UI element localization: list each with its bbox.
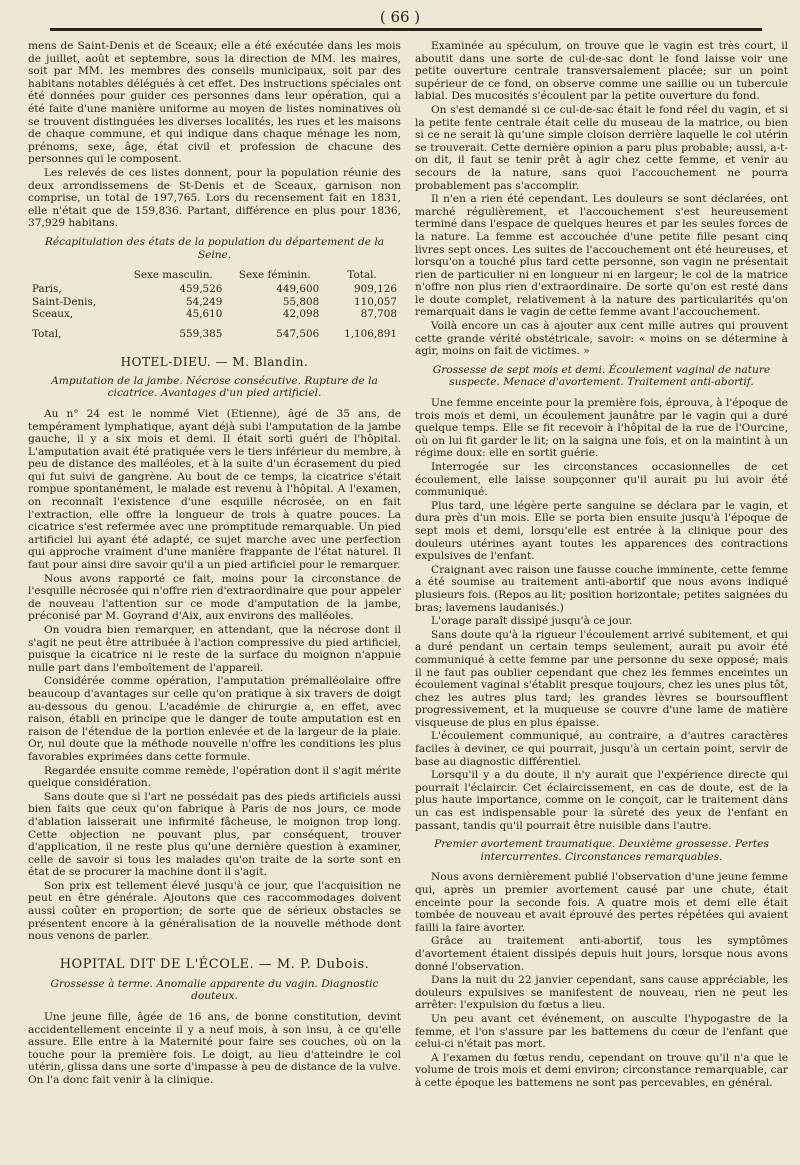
cell-male: 54,249 <box>186 295 223 308</box>
section-title: HOTEL-DIEU. — M. Blandin. <box>120 354 309 369</box>
paragraph: Dans la nuit du 22 janvier cependant, sans cause appréciable, les douleurs expulsives se manifestent de nouveau, rien ne peut les arrêter: l'expulsion du fœtus a lieu. <box>415 974 788 1012</box>
paragraph: Il n'en a rien été cependant. Les douleurs se sont déclarées, ont marché régulièrement, et l'accouchement s'est heureusement terminé dans l'espace de quelques heures et par les seules forces de la nature. La femme est accouchée d'une petite fille pesant cinq livres sept onces. Les suites de l'accouchement ont été heureuses, et lorsqu'on a touché plus tard cette personne, son vagin ne présentait rien de particulier ni en longueur ni en largeur; le col de la matrice n'offre non plus rien d'extraordinaire. De sorte qu'on est resté dans le doute complet, relativement à la nature des particularités qu'on remarquait dans le vagin de cette femme avant l'accouchement. <box>415 193 788 319</box>
row-label: Paris, <box>32 283 62 296</box>
table-total-row <box>28 320 401 340</box>
cell-total: 909,126 <box>354 283 397 296</box>
table-row <box>28 283 401 295</box>
cell-female: 55,808 <box>282 295 320 308</box>
paragraph: L'écoulement communiqué, au contraire, a d'autres caractères faciles à deviner, ce qui pourrait, jusqu'à un certain point, servir de base au diagnostic différentiel. <box>415 730 788 768</box>
section-subtitle: Amputation de la jambe. Nécrose consécutive. Rupture de la cicatrice. Avantages d'un pied artificiel. <box>51 374 378 400</box>
section-title: HOPITAL DIT DE L'ÉCOLE. — M. P. Dubois. <box>59 956 370 972</box>
page-header <box>10 4 790 34</box>
cell-female: 547,506 <box>276 328 320 341</box>
paragraph: Nous avons dernièrement publié l'observation d'une jeune femme qui, après un premier avortement causé par une chute, était enceinte pour la seconde fois. A quatre mois et demi elle était tombée de nouveau et avait éprouvé des pertes répétées qui avaient failli la faire avorter. <box>415 871 788 934</box>
paragraph: Son prix est tellement élevé jusqu'à ce jour, que l'acquisition ne peut en être générale. Ajoutons que ces raccommodages doivent aussi coûter en proportion; de sorte que de sérieux obstacles se présentent encore à la généralisation de la nouvelle méthode dont nous venons de parler. <box>28 879 401 943</box>
row-label: Sceaux, <box>32 307 74 320</box>
cell-total: 110,057 <box>354 295 397 308</box>
row-label: Saint-Denis, <box>32 295 97 308</box>
columns <box>28 40 788 1157</box>
paragraph: Craignant avec raison une fausse couche imminente, cette femme a été soumise au traitement anti-abortif que nous avons indiqué plusieurs fois. (Repos au lit; position horizontale; petites saignées du bras; lavemens laudanisés.) <box>415 563 788 614</box>
paragraph: mens de Saint-Denis et de Sceaux; elle a été exécutée dans les mois de juillet, août et septembre, sous la direction de MM. les maires, soit par MM. les membres des conseils municipaux, soit par des habitans notables délégués à cet effet. Des instructions spéciales ont été données pour guider ces personnes dans leur opération, qui a été faite d'une manière uniforme au moyen de listes nominatives où se trouvent distinguées les diverses localités, les rues et les maisons de chaque commune, et qui indique dans chaque ménage les nom, prénoms, sexe, âge, état civil et profession de chacune des personnes qui le composent. <box>28 40 401 166</box>
left-column <box>28 40 401 1157</box>
section-subtitle: Grossesse de sept mois et demi. Écoulement vaginal de nature suspecte. Menace d'avortement. Traitement anti-abortif. <box>432 363 771 389</box>
cell-male: 45,610 <box>186 307 223 320</box>
paragraph: Un peu avant cet événement, on ausculte l'hypogastre de la femme, et l'on s'assure par les battemens du cœur de l'enfant que celui-ci n'était pas mort. <box>415 1012 788 1051</box>
section-subtitle: Grossesse à terme. Anomalie apparente du vagin. Diagnostic douteux. <box>50 977 379 1003</box>
cell-total: 1,106,891 <box>344 328 397 341</box>
table-title: Récapitulation des états de la population du département de la Seine. <box>44 235 385 261</box>
paragraph: Grâce au traitement anti-abortif, tous les symptômes d'avortement étaient dissipés depuis huit jours, lorsque nous avons donné l'observation. <box>415 935 788 973</box>
paragraph: Interrogée sur les circonstances occasionnelles de cet écoulement, elle laisse soupçonner qu'il aurait pu lui avoir été communiqué. <box>415 461 788 499</box>
paragraph: L'orage paraît dissipé jusqu'à ce jour. <box>431 615 633 628</box>
cell-male: 459,526 <box>179 283 223 296</box>
table-row <box>28 308 401 320</box>
paragraph: On s'est demandé si ce cul-de-sac était le fond réel du vagin, et si la petite fente centrale était celle du museau de la matrice, ou bien si ce ne serait là qu'une simple cloison derrière laquelle le col utérin se trouverait. Cette dernière opinion a paru plus probable; aussi, a-t-on dit, il faut se tenir prêt à agir chez cette femme, et venir au secours de la nature, sans quoi l'accouchement ne pourra probablement pas s'accomplir. <box>415 103 788 192</box>
cell-total: 87,708 <box>360 307 397 320</box>
cell-female: 449,600 <box>276 283 320 296</box>
table-header <box>28 269 120 283</box>
paragraph: Sans doute qu'à la rigueur l'écoulement arrivé subitement, et qui a duré pendant un certain temps seulement, aurait pu avoir été communiqué à cette femme par une personne du sexe opposé; mais il ne faut pas oublier cependant que chez les femmes enceintes un écoulement vaginal s'établit presque toujours, chez les unes plus tôt, chez les autres plus tard; les grandes lèvres se boursoufflent progressivement, et la muqueuse se couvre d'une lame de matière visqueuse de plus en plus épaisse. <box>415 628 788 729</box>
paragraph: A l'examen du fœtus rendu, cependant on trouve qu'il n'a que le volume de trois mois et demi environ; circonstance remarquable, car à cette époque les battemens ne sont pas percevables, en général. <box>415 1051 788 1089</box>
paragraph: Nous avons rapporté ce fait, moins pour la circonstance de l'esquille nécrosée qui n'offre rien d'extraordinaire que pour appeler de nouveau l'attention sur ce mode d'amputation de la jambe, préconisé par M. Goyrand d'Aix, aux environs des malléoles. <box>28 572 401 623</box>
page-number: ( 66 ) <box>379 8 421 26</box>
paragraph: Au n° 24 est le nommé Viet (Etienne), âgé de 35 ans, de tempérament lymphatique, ayant déjà subi l'amputation de la jambe gauche, il y a six mois et demi. Il était sorti guéri de l'hôpital. L'amputation avait été pratiquée vers le tiers inférieur du membre, à peu de distance des malléoles, et à la suite d'un écrasement du pied qui fut suivi de gangrène. Au bout de ce temps, la cicatrice s'était rompue spontanément, le malade est revenu à l'hôpital. A l'examen, on reconnaît l'existence d'une esquille nécrosée, on en fait l'extraction, elle offre la longueur de trois à quatre pouces. La cicatrice s'est refermée avec une promptitude remarquable. Un pied artificiel lui ayant été adapté, ce sujet marche avec une perfection qui approche vraiment d'une manière frappante de l'état naturel. Il faut pour ainsi dire savoir qu'il a un pied artificiel pour le remarquer. <box>28 407 401 572</box>
population-table <box>28 269 401 341</box>
paragraph: Sans doute que si l'art ne possédait pas des pieds artificiels aussi bien faits que ceux qu'on fabrique à Paris de nos jours, ce mode d'ablation laisserait une infirmité fâcheuse, le moignon trop long. Cette objection ne pouvant plus, par conséquent, trouver d'application, il ne reste plus qu'une dernière question à examiner, celle de savoir si tous les malades qu'on traite de la sorte sont en état de se procurer la machine dont il s'agit. <box>28 790 401 879</box>
table-header: Total. <box>347 269 377 282</box>
right-column <box>415 40 788 1157</box>
paragraph: Lorsqu'il y a du doute, il n'y aurait que l'expérience directe qui pourrait l'éclaircir. Cet éclaircissement, en cas de doute, est de la plus haute importance, comme on le conçoit, car le traitement dans un cas est indispensable pour la sûreté des yeux de l'enfant en passant, tandis qu'il pourrait être nuisible dans l'autre. <box>415 769 788 832</box>
paragraph: Voilà encore un cas à ajouter aux cent mille autres qui prouvent cette grande vérité obstétricale, savoir: « moins on se détermine à agir, moins on fait de victimes. » <box>415 320 788 358</box>
paragraph: Une femme enceinte pour la première fois, éprouva, à l'époque de trois mois et demi, un écoulement jaunâtre par le vagin qui a duré quelque temps. Elle se fit recevoir à l'hôpital de la rue de l'Ourcine, où on lui fit garder le lit; on la saigna une fois, et on la maintint à un régime doux: elle en sortit guérie. <box>415 397 788 460</box>
paragraph: Une jeune fille, âgée de 16 ans, de bonne constitution, devint accidentellement enceinte il y a neuf mois, à son insu, à ce qu'elle assure. Elle entre à la Maternité pour faire ses couches, où on la touche pour la première fois. Le doigt, au lieu d'atteindre le col utérin, glissa dans une sorte d'impasse à peu de distance de la vulve. On l'a donc fait venir à la clinique. <box>28 1011 401 1086</box>
paragraph: Plus tard, une légère perte sanguine se déclara par le vagin, et dura près d'un mois. Elle se porta bien ensuite jusqu'à l'époque de sept mois et demi, lorsqu'elle est entrée à la clinique pour des douleurs utérines ayant toutes les apparences des contractions expulsives de l'enfant. <box>415 499 788 563</box>
table-header: Sexe masculin. <box>133 269 213 282</box>
row-label: Total, <box>32 328 62 341</box>
table-header: Sexe féminin. <box>238 269 311 282</box>
paragraph: On voudra bien remarquer, en attendant, que la nécrose dont il s'agit ne peut être attribuée à l'action compressive du pied artificiel, puisque la cicatrice ni le reste de la surface du moignon n'appuie nulle part dans l'emboîtement de l'appareil. <box>28 624 401 674</box>
paragraph: Considérée comme opération, l'amputation prémalléolaire offre beaucoup d'avantages sur celle qu'on pratique à six travers de doigt au-dessous du genou. L'académie de chirurgie a, en effet, avec raison, établi en principe que le danger de toute amputation est en raison de l'étendue de la portion enlevée et de la largeur de la plaie. Or, nul doute que la méthode nouvelle n'offre les conditions les plus favorables exprimées dans cette formule. <box>28 675 401 763</box>
section-subtitle: Premier avortement traumatique. Deuxième grossesse. Pertes intercurrentes. Circonstances remarquables. <box>434 838 769 863</box>
paragraph: Examinée au spéculum, on trouve que le vagin est très court, il aboutit dans une sorte de cul-de-sac dont le fond laisse voir une petite ouverture centrale transversalement placée; sur un point supérieur de ce fond, on observe comme une saillie ou un tubercule labial. Des mucosités s'écoulent par la petite ouverture du fond. <box>415 40 788 103</box>
table-row <box>28 296 401 308</box>
paragraph: Les relevés de ces listes donnent, pour la population réunie des deux arrondissemens de St-Denis et de Sceaux, garnison non comprise, un total de 197,765. Lors du recensement fait en 1831, elle n'était que de 159,836. Partant, différence en plus pour 1836, 37,929 habitans. <box>28 166 401 230</box>
header-rule <box>50 28 762 31</box>
paragraph: Regardée ensuite comme remède, l'opération dont il s'agit mérite quelque considération. <box>28 764 401 790</box>
cell-female: 42,098 <box>282 307 320 320</box>
cell-male: 559,385 <box>179 328 223 341</box>
table-header-row <box>28 269 401 283</box>
